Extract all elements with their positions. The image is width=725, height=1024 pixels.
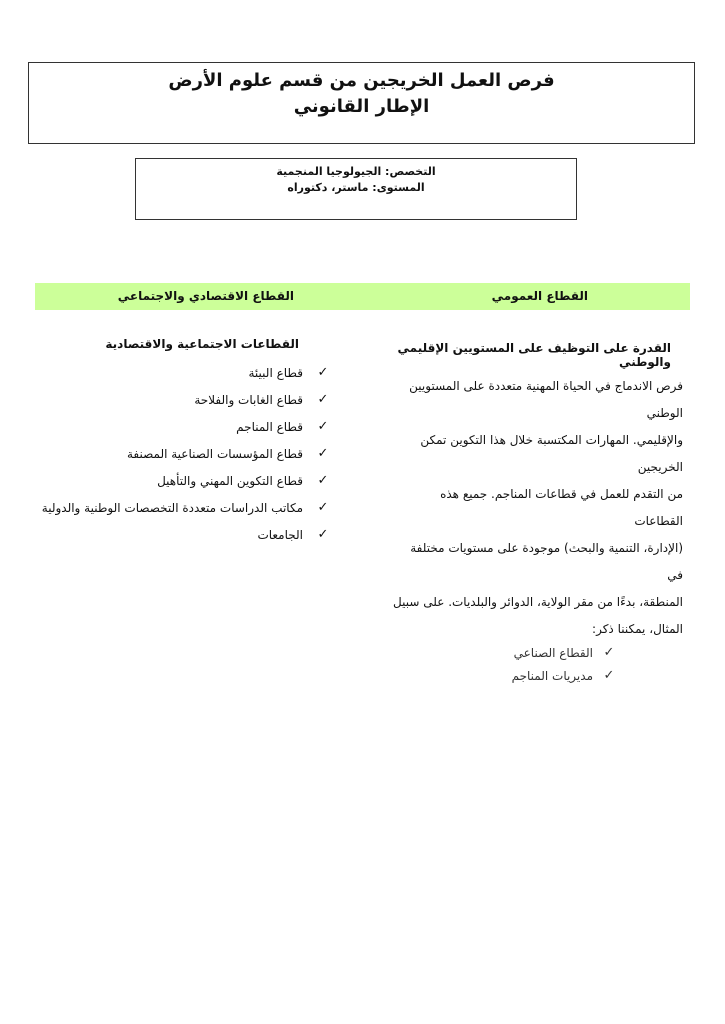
list-item-label: قطاع البيئة <box>248 365 303 380</box>
checkmark-icon: ✓ <box>603 668 615 683</box>
public-sector-heading: القدرة على التوظيف على المستويين الإقليمي والوطني <box>397 341 671 369</box>
public-sector-paragraph <box>393 373 683 643</box>
sector-header-bar <box>35 283 690 310</box>
public-sector-list <box>393 641 617 687</box>
list-item-label: قطاع المؤسسات الصناعية المصنفة <box>126 446 303 461</box>
specialization-label: التخصص: الجيولوجيا المنجمية <box>276 165 436 178</box>
economic-social-sector-header: القطاع الاقتصادي والاجتماعي <box>117 289 294 303</box>
list-item <box>35 467 335 494</box>
checkmark-icon: ✓ <box>317 392 329 407</box>
list-item-label: قطاع الغابات والفلاحة <box>194 392 303 407</box>
list-item-label: مديريات المناجم <box>511 668 593 683</box>
checkmark-icon: ✓ <box>317 500 329 515</box>
list-item-label: مكاتب الدراسات متعددة التخصصات الوطنية والدولية <box>41 500 303 515</box>
list-item <box>35 386 335 413</box>
list-item <box>393 664 617 687</box>
paragraph-line: المنطقة، بدءًا من مقر الولاية، الدوائر والبلديات. على سبيل <box>393 595 683 609</box>
paragraph-line: (الإدارة، التنمية والبحث) موجودة على مستويات مختلفة في <box>410 541 683 582</box>
list-item <box>35 440 335 467</box>
public-sector-column <box>393 341 683 687</box>
paragraph-line: والإقليمي. المهارات المكتسبة خلال هذا التكوين تمكن الخريجين <box>420 433 683 474</box>
list-item <box>35 359 335 386</box>
checkmark-icon: ✓ <box>317 473 329 488</box>
paragraph-line: المثال، يمكننا ذكر: <box>592 622 683 636</box>
level-label: المستوى: ماستر، دكتوراه <box>287 181 425 194</box>
list-item <box>35 494 335 521</box>
list-item-label: قطاع المناجم <box>236 419 303 434</box>
public-sector-header: القطاع العمومي <box>491 289 588 303</box>
list-item <box>393 641 617 664</box>
checkmark-icon: ✓ <box>317 527 329 542</box>
paragraph-line: فرص الاندماج في الحياة المهنية متعددة على المستويين الوطني <box>409 379 683 420</box>
document-title-box <box>28 62 695 144</box>
checkmark-icon: ✓ <box>317 419 329 434</box>
document-subtitle: الإطار القانوني <box>293 96 430 117</box>
checkmark-icon: ✓ <box>317 365 329 380</box>
economic-social-sector-column <box>35 337 335 548</box>
economic-social-list <box>35 359 335 548</box>
list-item-label: قطاع التكوين المهني والتأهيل <box>157 473 303 488</box>
list-item-label: القطاع الصناعي <box>513 645 593 660</box>
list-item-label: الجامعات <box>257 527 303 542</box>
checkmark-icon: ✓ <box>317 446 329 461</box>
paragraph-line: من التقدم للعمل في قطاعات المناجم. جميع هذه القطاعات <box>440 487 683 528</box>
specialization-box <box>135 158 577 220</box>
economic-social-heading: القطاعات الاجتماعية والاقتصادية <box>105 337 299 351</box>
list-item <box>35 413 335 440</box>
list-item <box>35 521 335 548</box>
checkmark-icon: ✓ <box>603 645 615 660</box>
document-title: فرص العمل الخريجين من قسم علوم الأرض <box>168 70 555 91</box>
